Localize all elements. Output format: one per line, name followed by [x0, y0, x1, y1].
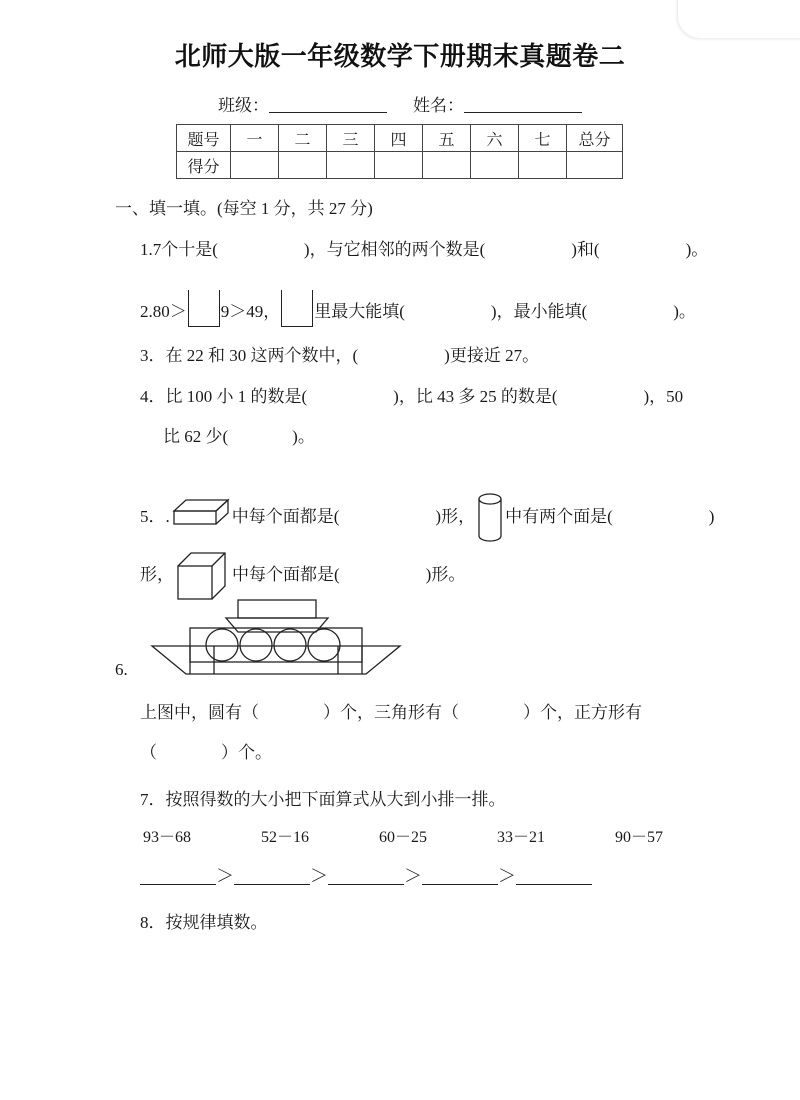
gt-sign-4: ＞ [498, 866, 516, 886]
question-5-text-e: ) [708, 506, 715, 526]
cuboid-figure [170, 496, 232, 540]
score-cell-6[interactable] [471, 152, 519, 179]
question-6-text-d: （ [140, 743, 157, 762]
question-1-text-a: 7个十是( [152, 240, 218, 259]
question-5-line-1 [140, 490, 714, 546]
hull-trapezoid [152, 646, 400, 674]
col-5: 五 [423, 125, 471, 152]
boat-diagram [148, 598, 408, 683]
expression-4: 33－21 [496, 829, 545, 846]
question-7 [140, 785, 506, 815]
answer-blank-5[interactable] [516, 867, 592, 885]
gt-sign-2: ＞ [310, 866, 328, 886]
question-3-text-b: )更接近 27。 [444, 346, 540, 365]
question-1-text-d: )。 [685, 240, 709, 259]
question-2 [140, 290, 696, 327]
question-5-text-g: 中每个面都是( [232, 564, 340, 584]
question-4-text-d: 比 62 少( [163, 427, 229, 446]
question-5-text-d: 中有两个面是( [505, 506, 613, 526]
question-5-line-2 [140, 548, 465, 604]
gt-sign-1: ＞ [216, 866, 234, 886]
score-cell-3[interactable] [327, 152, 375, 179]
circle-3 [274, 629, 306, 661]
question-5-text-c: )形， [435, 506, 476, 526]
question-3-number: 3． [140, 346, 166, 365]
question-5-text-dot: . [165, 506, 170, 526]
mid-rectangle [190, 628, 362, 662]
question-8-text: 按规律填数。 [165, 913, 268, 932]
question-6-text-b: ）个，三角形有（ [323, 703, 459, 722]
question-5-text-h: )形。 [425, 564, 466, 584]
name-input-line[interactable] [464, 97, 582, 113]
trapezoid-upper [226, 618, 328, 632]
question-2-box-1[interactable] [188, 290, 220, 327]
question-7-answer-row [140, 862, 592, 888]
question-4-line-1 [140, 382, 683, 412]
class-input-line[interactable] [269, 97, 387, 113]
score-cell-4[interactable] [375, 152, 423, 179]
question-5-text-b: 中每个面都是( [231, 506, 340, 526]
question-7-number: 7． [140, 790, 166, 809]
expression-2: 52－16 [260, 829, 309, 846]
cylinder-figure [475, 490, 505, 546]
circle-4 [308, 629, 340, 661]
question-2-text-d: )，最小能填( [490, 302, 588, 321]
score-cell-7[interactable] [519, 152, 567, 179]
cube-figure [174, 548, 232, 604]
student-info-row [0, 91, 800, 116]
score-cell-5[interactable] [423, 152, 471, 179]
question-4-text-c: )，50 [643, 387, 684, 406]
question-3-text-a: 在 22 和 30 这两个数中，( [165, 346, 359, 365]
question-2-text-b: 9＞49， [220, 302, 281, 321]
question-3 [140, 341, 539, 371]
col-6: 六 [471, 125, 519, 152]
question-1 [140, 235, 708, 265]
table-row-scores [177, 152, 623, 179]
question-1-number: 1. [140, 240, 153, 259]
answer-blank-2[interactable] [234, 867, 310, 885]
page-title: 北师大版一年级数学下册期末真题卷二 [174, 42, 626, 72]
question-1-text-c: )和( [571, 240, 600, 259]
col-1: 一 [231, 125, 279, 152]
question-6-text-c: ）个，正方形有 [523, 703, 642, 722]
score-table [176, 124, 623, 179]
gt-sign-3: ＞ [404, 866, 422, 886]
question-1-text-b: )，与它相邻的两个数是( [303, 240, 486, 259]
question-8-number: 8． [140, 913, 166, 932]
expression-5: 90－57 [614, 829, 663, 846]
row-label-score: 得分 [177, 152, 231, 179]
section-one-heading: 一、填一填。(每空 1 分，共 27 分) [115, 199, 373, 218]
col-3: 三 [327, 125, 375, 152]
score-cell-total[interactable] [567, 152, 623, 179]
row-label-question-no: 题号 [177, 125, 231, 152]
question-6-line-1 [140, 698, 642, 728]
answer-blank-4[interactable] [422, 867, 498, 885]
question-6-number: 6. [115, 660, 128, 679]
class-label: 班级： [218, 96, 269, 115]
question-2-box-2[interactable] [281, 290, 313, 327]
circle-1 [206, 629, 238, 661]
question-2-text-e: )。 [673, 302, 696, 321]
col-7: 七 [519, 125, 567, 152]
table-row-header [177, 125, 623, 152]
question-4-text-b: )，比 43 多 25 的数是( [393, 387, 558, 406]
question-6-text-e: ）个。 [221, 743, 272, 762]
question-2-text-a: 80＞ [152, 302, 187, 321]
score-cell-1[interactable] [231, 152, 279, 179]
top-rectangle [238, 600, 316, 618]
question-6-text-a: 上图中，圆有（ [140, 703, 259, 722]
score-cell-2[interactable] [279, 152, 327, 179]
expression-3: 60－25 [378, 829, 427, 846]
question-7-text: 按照得数的大小把下面算式从大到小排一排。 [165, 790, 506, 809]
question-4-text-a: 比 100 小 1 的数是( [165, 387, 308, 406]
answer-blank-3[interactable] [328, 867, 404, 885]
question-2-text-c: 里最大能填( [314, 302, 405, 321]
expression-1: 93－68 [143, 829, 192, 846]
question-6-line-2 [140, 738, 272, 768]
name-label: 姓名： [413, 96, 464, 115]
question-4-number: 4． [140, 387, 166, 406]
question-7-expressions [143, 824, 663, 847]
answer-blank-1[interactable] [140, 867, 216, 885]
col-4: 四 [375, 125, 423, 152]
question-4-line-2 [163, 422, 315, 452]
question-8 [140, 908, 268, 938]
question-4-text-e: )。 [292, 427, 315, 446]
col-2: 二 [279, 125, 327, 152]
question-2-number: 2. [140, 302, 153, 321]
question-5-text-f: 形， [140, 564, 174, 584]
col-total: 总分 [567, 125, 623, 152]
question-5-number: 5． [140, 506, 166, 526]
circle-2 [240, 629, 272, 661]
